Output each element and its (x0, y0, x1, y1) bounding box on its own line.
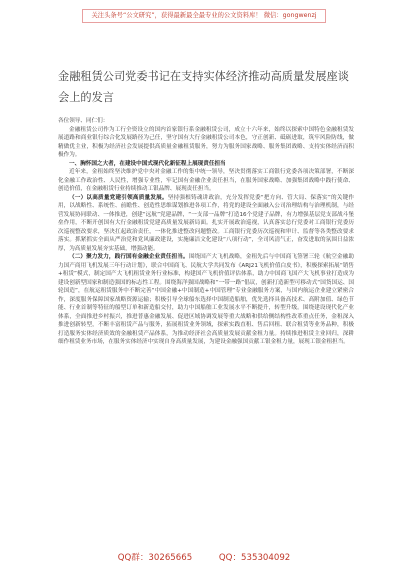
qq-contact-number: QQ：535304092 (218, 553, 291, 563)
subsection-2 (58, 253, 354, 347)
document-title: 金融租赁公司党委书记在支持实体经济推动高质量发展座谈会上的发言 (58, 70, 349, 104)
qq-group-number: QQ群：30265665 (117, 553, 193, 563)
subsection-1-title: （一）以高质量党建引领高质量发展。 (69, 194, 168, 201)
document-body (58, 117, 354, 523)
paragraph-section-1: 近年来，金租始终坚决维护党中央对金融工作的集中统一领导，坚决贯彻落实工商银行党委各项决策部署，不断深化金融工作政治性、人民性，增强专业性，牢记国有金融企业责任担当，在服务国家战略、加强集团战略中践行使命、创造价值，在金融租赁行业持续推动工银品牌、展现责任担当。 (58, 169, 354, 192)
subsection-1 (58, 194, 354, 254)
subsection-1-text: 坚持强根铸魂讲政治，充分发挥党委“把方向、管大局、保落实”的关键作用，以战略性、系统性、前瞻性、创造性思维谋划推进各项工作，将党的建设全面融入公司治理结构与治理机制，与经营发展协同联动、一体推进，创建“远航”党建品牌，“一支部一品牌”打造16个党建子品牌，有力增强基层党支部战斗堡垒作用，不断开创国有大行金融租赁党建高质量发展新局面。扎实开展政治巡视，认真落实总行党委对工商银行党委历次巡视整改要求，坚决扛起政治责任，一体化推进整改问题整改。工商银行党委历次巡视和审计、监督等各类整改要求落实。抓紧抓实全面从严治党和党风廉政建设，实施廉洁文化建设“八项行动”，全司风清气正，奋发进取的氛围日益浓厚，为高质量发展夯实基础，增强动能。 (58, 194, 354, 252)
section-heading-1: 一、胸怀国之大者，在建设中国式现代化新征程上展现责任担当 (69, 160, 226, 167)
salutation: 各位领导、同仁们： (58, 118, 109, 124)
subsection-2-title: （二）聚力发力，践行国有金融企业责任担当。 (69, 254, 189, 260)
footer-contact (0, 551, 408, 565)
promo-banner: 关注头条号“公文研究”，获得最新最全最专业的公文资料库！ 微信：gongwenzj (82, 9, 326, 23)
paragraph-intro: 金融租赁公司作为工行全资设立的国内首家银行系金融租赁公司，成立十六年来，始终以探索中国特色金融租赁发展道路和商业银行综合化发展路径为己任，坚守国有大行金融租赁公司本色，守正创新、砥砺进取，筑牢风险防线，做精做优主业，积极为经济社会发展提供高质量金融租赁服务，努力为服务国家战略、服务集团战略、支持实体经济而积极作为。 (58, 126, 354, 158)
subsection-2-text: 围绕国产大飞机战略，金租先后与中国商飞签署三轮《航空金融助力国产商用飞机发展三年行动计划》，联合中国商飞、民航大学共同发布《ARJ21飞机价值白皮书》，积极探索拓展“销售+租赁”模式，制定国产大飞机租赁业务行业标准，构建国产飞机价值评估体系，助力中国商飞国产大飞机事业打造成为建设创新型国家和制造强国的标志性工程。围绕海洋强国战略和“一带一路”倡议，创新打造新型可移动式“国货国运、国轮国造”，在航运租赁服务中不断完善“中国金融+中国制造+中国管理”专业金融服务方案，与国内航运企业建立紧密合作，深度服务保障国家战略资源运输；积极引导全球船东选择中国制造船舶，优先选择具备高技术、高附加值、绿色节能、行业首制等特征的船型订单和新造船交付，助力中国船舶工业发展水平不断提升，转型升级。围绕建设现代化产业体系，全面推进乡村振兴，推进普惠金融发展、促进区域协调发展等重大战略和供给侧结构性改革重点任务，金租深入推进创新转型，不断丰富租赁产品与服务，拓展租赁业务领域，探索实践直租、售后回租、联合租赁等业务品种，积极打造服务实体经济质效的金融租赁产品体系，为推动经济社会高质量发展贡献金租力量。持续推进租赁主业回归，深耕细作租赁业务市场，在服务实体经济中实现自身高质量发展，为建设金融强国贡献工银金租力量，展现工银金租担当。 (58, 254, 354, 345)
